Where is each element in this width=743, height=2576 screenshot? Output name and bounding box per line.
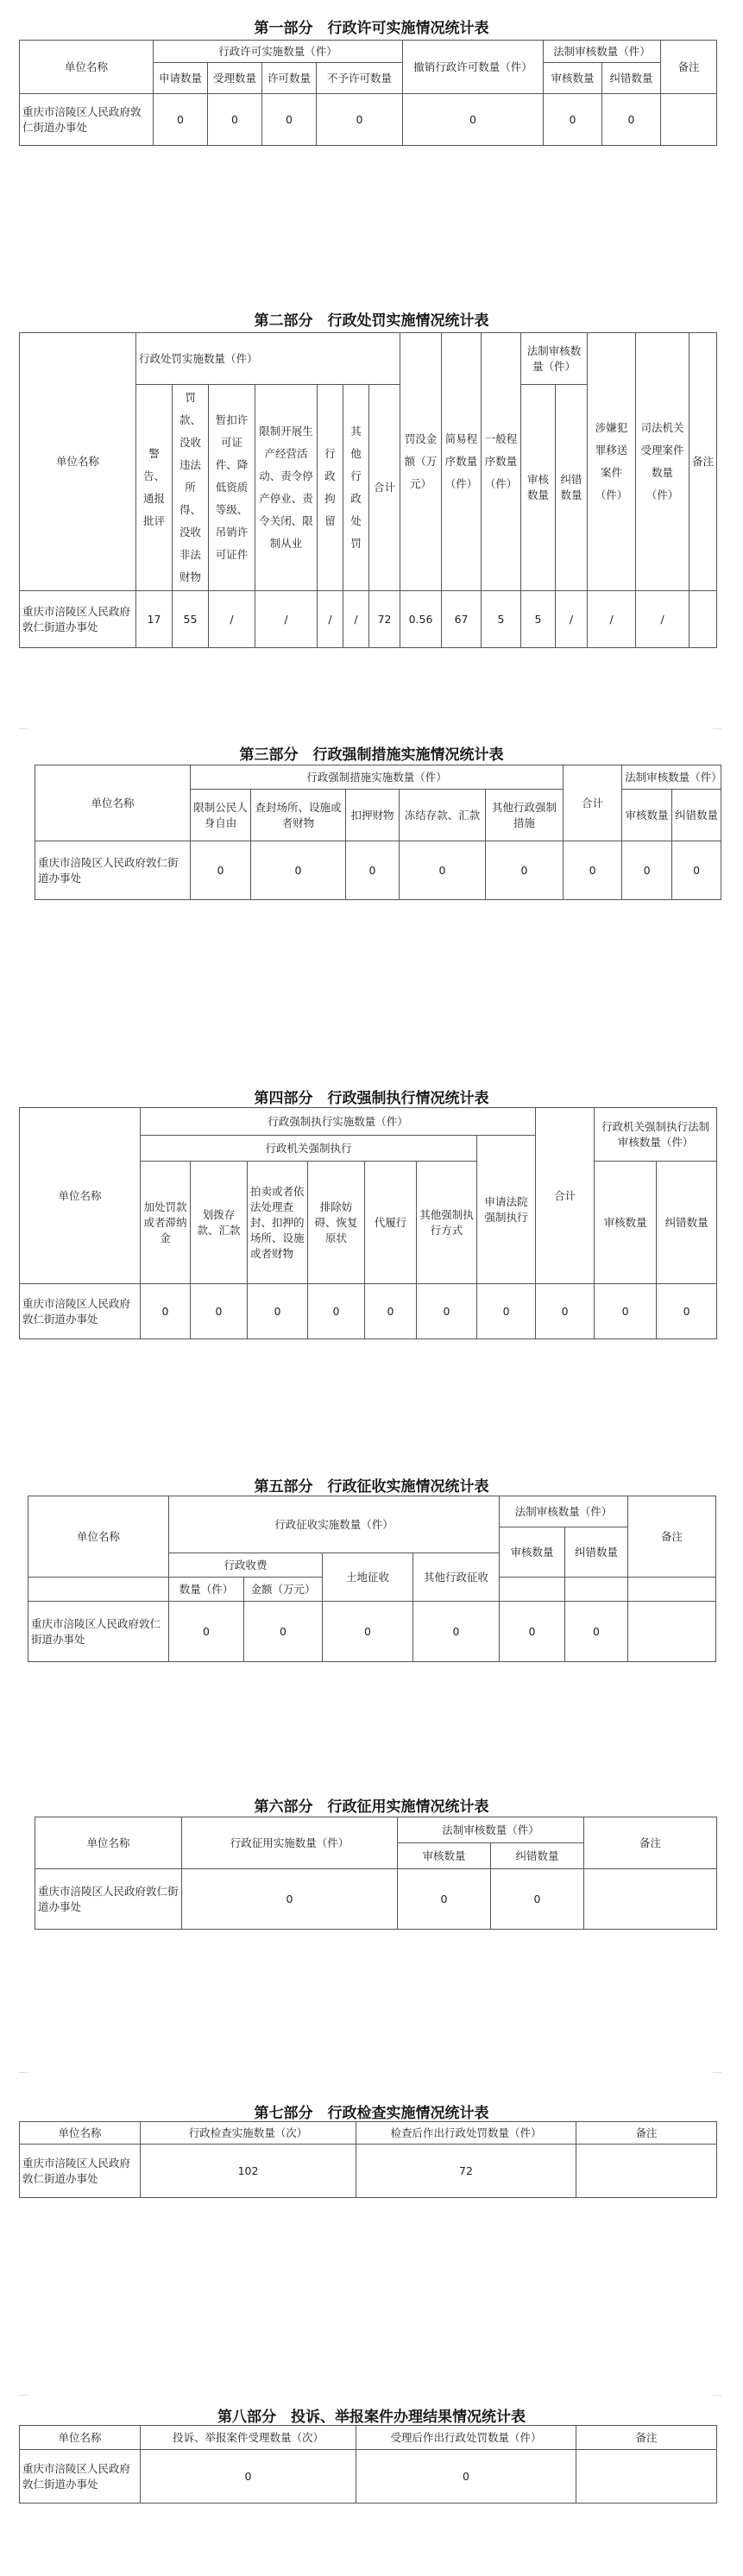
header-amount: 罚没金额（万元） bbox=[400, 333, 442, 591]
cell: 72 bbox=[356, 2145, 576, 2198]
header-correct: 纠错数量 bbox=[657, 1162, 717, 1284]
table-row bbox=[20, 2145, 717, 2198]
header-fee: 行政收费 bbox=[169, 1553, 323, 1578]
cell-note bbox=[628, 1602, 716, 1662]
header-detain: 行政拘留 bbox=[318, 385, 343, 591]
cell: 72 bbox=[369, 591, 400, 648]
cell: 55 bbox=[173, 591, 209, 648]
header-correct: 纠错数量 bbox=[556, 385, 588, 591]
table-row bbox=[20, 591, 717, 648]
cell: 0 bbox=[154, 94, 208, 146]
cell: 0.56 bbox=[400, 591, 442, 648]
cell: 0 bbox=[317, 94, 403, 146]
header-audit: 审核数量 bbox=[595, 1162, 657, 1284]
cell: 0 bbox=[477, 1284, 536, 1339]
header-c6: 其他强制执行方式 bbox=[417, 1162, 477, 1284]
cell: / bbox=[556, 591, 588, 648]
header-correct-spacer bbox=[565, 1578, 628, 1602]
table-row bbox=[20, 2450, 717, 2504]
header-permit: 许可数量 bbox=[262, 63, 317, 94]
cell: / bbox=[636, 591, 689, 648]
header-note: 备注 bbox=[689, 333, 717, 591]
header-fine: 罚款、没收违法所得、没收非法财物 bbox=[173, 385, 209, 591]
header-c5: 代履行 bbox=[365, 1162, 417, 1284]
header-unit: 单位名称 bbox=[28, 1496, 169, 1578]
divider bbox=[19, 728, 28, 729]
header-audit: 审核数量 bbox=[622, 790, 672, 841]
header-after: 受理后作出行政处罚数量（件） bbox=[356, 2426, 576, 2450]
cell: 0 bbox=[536, 1284, 595, 1339]
cell: 0 bbox=[365, 1284, 417, 1339]
header-c2: 查封场所、设施或者财物 bbox=[251, 790, 346, 841]
header-after: 检查后作出行政处罚数量（件） bbox=[356, 2122, 576, 2145]
header-other: 其他行政处罚 bbox=[343, 385, 369, 591]
header-correct: 纠错数量 bbox=[565, 1527, 628, 1578]
header-note: 备注 bbox=[576, 2122, 717, 2145]
cell: 0 bbox=[244, 1602, 323, 1662]
header-unit: 单位名称 bbox=[35, 1817, 182, 1869]
cell-note bbox=[576, 2145, 717, 2198]
cell: 5 bbox=[482, 591, 521, 648]
header-unit: 单位名称 bbox=[20, 2122, 141, 2145]
unit-name: 重庆市涪陵区人民政府敦仁街道办事处 bbox=[28, 1602, 169, 1662]
header-other: 其他行政征收 bbox=[413, 1553, 500, 1602]
header-total: 合计 bbox=[369, 385, 400, 591]
cell: 0 bbox=[346, 841, 400, 900]
header-judicial: 司法机关受理案件数量（件） bbox=[636, 333, 689, 591]
cell: 0 bbox=[191, 841, 251, 900]
unit-name: 重庆市涪陵区人民政府敦仁街道办事处 bbox=[20, 2145, 141, 2198]
header-permit-group: 行政许可实施数量（件） bbox=[154, 41, 403, 63]
header-levy-group: 行政征收实施数量（件） bbox=[169, 1496, 500, 1553]
cell: 0 bbox=[400, 841, 486, 900]
header-exec-group: 行政强制执行实施数量（件） bbox=[141, 1108, 536, 1136]
cell: 17 bbox=[136, 591, 173, 648]
cell: 0 bbox=[602, 94, 661, 146]
header-unit: 单位名称 bbox=[20, 1108, 141, 1284]
header-note: 备注 bbox=[576, 2426, 717, 2450]
header-total: 合计 bbox=[564, 765, 622, 841]
section-4-title: 第四部分 行政强制执行情况统计表 bbox=[254, 1090, 489, 1107]
section-8-title: 第八部分 投诉、举报案件办理结果情况统计表 bbox=[217, 2409, 526, 2426]
cell: / bbox=[318, 591, 343, 648]
divider bbox=[713, 2395, 721, 2396]
header-review-group: 法制审核数量（件） bbox=[521, 333, 588, 385]
coercive-execution-table bbox=[19, 1107, 717, 1339]
header-audit: 审核数量 bbox=[500, 1527, 565, 1578]
cell: 0 bbox=[565, 1602, 628, 1662]
cell-note bbox=[584, 1869, 717, 1930]
divider bbox=[19, 2072, 28, 2073]
divider bbox=[19, 2395, 28, 2396]
cell: 0 bbox=[486, 841, 564, 900]
cell: 0 bbox=[323, 1602, 413, 1662]
cell: 0 bbox=[595, 1284, 657, 1339]
header-penalty-group: 行政处罚实施数量（件） bbox=[136, 333, 400, 385]
header-unit: 单位名称 bbox=[20, 2426, 141, 2450]
cell: 0 bbox=[308, 1284, 365, 1339]
header-unit-spacer bbox=[28, 1578, 169, 1602]
complaint-table bbox=[19, 2425, 717, 2504]
table-row bbox=[35, 841, 721, 900]
header-crime: 涉嫌犯罪移送案件（件） bbox=[588, 333, 636, 591]
header-apply: 申请数量 bbox=[154, 63, 208, 94]
cell: 0 bbox=[182, 1869, 398, 1930]
cell: 0 bbox=[191, 1284, 248, 1339]
cell-note bbox=[576, 2450, 717, 2504]
header-simple: 简易程序数量（件） bbox=[442, 333, 482, 591]
header-total: 合计 bbox=[536, 1108, 595, 1284]
header-revoke: 撤销行政许可数量（件） bbox=[403, 41, 544, 94]
cell: / bbox=[255, 591, 318, 648]
cell: 0 bbox=[413, 1602, 500, 1662]
header-accept: 受理数量 bbox=[208, 63, 262, 94]
header-note-spacer bbox=[628, 1578, 716, 1602]
cell: 0 bbox=[622, 841, 672, 900]
header-correct: 纠错数量 bbox=[672, 790, 721, 841]
cell: 0 bbox=[356, 2450, 576, 2504]
header-unit: 单位名称 bbox=[35, 765, 191, 841]
header-measure-group: 行政强制措施实施数量（件） bbox=[191, 765, 564, 790]
cell: 0 bbox=[141, 2450, 356, 2504]
header-review-group: 法制审核数量（件） bbox=[500, 1496, 628, 1527]
inspection-table bbox=[19, 2121, 717, 2198]
section-3-title: 第三部分 行政强制措施实施情况统计表 bbox=[239, 746, 504, 764]
header-warn: 警告、通报批评 bbox=[136, 385, 173, 591]
header-c2: 划拨存款、汇款 bbox=[191, 1162, 248, 1284]
header-audit-spacer bbox=[500, 1578, 565, 1602]
cell: 0 bbox=[564, 841, 622, 900]
unit-name: 重庆市涪陵区人民政府敦仁街道办事处 bbox=[35, 841, 191, 900]
unit-name: 重庆市涪陵区人民政府敦仁街道办事处 bbox=[20, 1284, 141, 1339]
header-unit: 单位名称 bbox=[20, 41, 154, 94]
header-limit: 限制开展生产经营活动、责令停产停业、责令关闭、限制从业 bbox=[255, 385, 318, 591]
header-c4: 冻结存款、汇款 bbox=[400, 790, 486, 841]
cell: 5 bbox=[521, 591, 556, 648]
divider bbox=[713, 728, 721, 729]
penalty-table bbox=[19, 332, 717, 648]
header-count: 行政检查实施数量（次） bbox=[141, 2122, 356, 2145]
cell: / bbox=[588, 591, 636, 648]
cell: 0 bbox=[208, 94, 262, 146]
divider bbox=[713, 2072, 721, 2073]
table-row bbox=[20, 94, 717, 146]
header-count: 行政征用实施数量（件） bbox=[182, 1817, 398, 1869]
header-general: 一般程序数量（件） bbox=[482, 333, 521, 591]
cell: 0 bbox=[544, 94, 602, 146]
cell: 0 bbox=[491, 1869, 584, 1930]
section-2-title: 第二部分 行政处罚实施情况统计表 bbox=[254, 312, 489, 330]
header-c1: 加处罚款或者滞纳金 bbox=[141, 1162, 191, 1284]
cell: 0 bbox=[248, 1284, 308, 1339]
unit-name: 重庆市涪陵区人民政府敦仁街道办事处 bbox=[35, 1869, 182, 1930]
header-c3: 扣押财物 bbox=[346, 790, 400, 841]
coercive-measure-table bbox=[35, 765, 721, 900]
table-row bbox=[20, 1284, 717, 1339]
table-row bbox=[35, 1869, 717, 1930]
header-land: 土地征收 bbox=[323, 1553, 413, 1602]
cell: 0 bbox=[500, 1602, 565, 1662]
cell: 0 bbox=[672, 841, 721, 900]
header-review-group: 法制审核数量（件） bbox=[544, 41, 661, 63]
header-note: 备注 bbox=[628, 1496, 716, 1578]
unit-name: 重庆市涪陵区人民政府敦仁街道办事处 bbox=[20, 591, 136, 648]
header-c3: 拍卖或者依法处理查封、扣押的场所、设施或者财物 bbox=[248, 1162, 308, 1284]
header-review-group: 法制审核数量（件） bbox=[398, 1817, 584, 1843]
cell: 102 bbox=[141, 2145, 356, 2198]
header-note: 备注 bbox=[661, 41, 717, 94]
header-correct: 纠错数量 bbox=[491, 1843, 584, 1869]
unit-name: 重庆市涪陵区人民政府敦仁街道办事处 bbox=[20, 2450, 141, 2504]
section-5-title: 第五部分 行政征收实施情况统计表 bbox=[254, 1478, 489, 1496]
cell: 0 bbox=[398, 1869, 491, 1930]
cell: 0 bbox=[141, 1284, 191, 1339]
header-correct: 纠错数量 bbox=[602, 63, 661, 94]
header-review-group: 行政机关强制执行法制审核数量（件） bbox=[595, 1108, 717, 1162]
cell-note bbox=[661, 94, 717, 146]
header-deny: 不予许可数量 bbox=[317, 63, 403, 94]
header-court: 申请法院强制执行 bbox=[477, 1136, 536, 1284]
header-c5: 其他行政强制措施 bbox=[486, 790, 564, 841]
table-row bbox=[28, 1602, 716, 1662]
header-count: 数量（件） bbox=[169, 1578, 244, 1602]
header-c1: 限制公民人身自由 bbox=[191, 790, 251, 841]
header-count: 投诉、举报案件受理数量（次） bbox=[141, 2426, 356, 2450]
cell: 67 bbox=[442, 591, 482, 648]
requisition-table bbox=[35, 1817, 717, 1930]
section-7-title: 第七部分 行政检查实施情况统计表 bbox=[254, 2105, 489, 2122]
cell: 0 bbox=[262, 94, 317, 146]
cell: 0 bbox=[403, 94, 544, 146]
header-audit: 审核数量 bbox=[398, 1843, 491, 1869]
header-review-group: 法制审核数量（件） bbox=[622, 765, 721, 790]
levy-table bbox=[28, 1496, 716, 1662]
permit-table bbox=[19, 40, 717, 146]
header-money: 金额（万元） bbox=[244, 1578, 323, 1602]
cell: / bbox=[343, 591, 369, 648]
cell: 0 bbox=[251, 841, 346, 900]
header-agency-exec: 行政机关强制执行 bbox=[141, 1136, 477, 1162]
cell-note bbox=[689, 591, 717, 648]
cell: 0 bbox=[657, 1284, 717, 1339]
header-audit: 审核数量 bbox=[544, 63, 602, 94]
header-c4: 排除妨碍、恢复原状 bbox=[308, 1162, 365, 1284]
header-suspend: 暂扣许可证件、降低资质等级、吊销许可证件 bbox=[209, 385, 255, 591]
cell: 0 bbox=[417, 1284, 477, 1339]
cell: / bbox=[209, 591, 255, 648]
section-1-title: 第一部分 行政许可实施情况统计表 bbox=[254, 20, 489, 37]
unit-name: 重庆市涪陵区人民政府敦仁街道办事处 bbox=[20, 94, 154, 146]
header-unit: 单位名称 bbox=[20, 333, 136, 591]
cell: 0 bbox=[169, 1602, 244, 1662]
header-audit: 审核数量 bbox=[521, 385, 556, 591]
header-note: 备注 bbox=[584, 1817, 717, 1869]
section-6-title: 第六部分 行政征用实施情况统计表 bbox=[254, 1798, 489, 1816]
